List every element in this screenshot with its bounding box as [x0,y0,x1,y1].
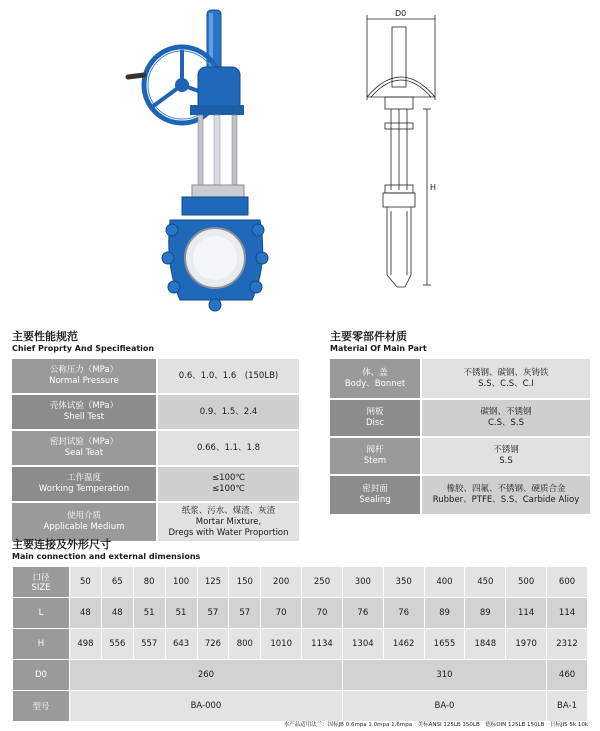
dims-cell: BA-1 [547,691,588,722]
dims-cell: 125 [197,567,229,598]
dims-cell: 800 [229,629,261,660]
dims-cell: 310 [342,660,546,691]
dims-cell: 150 [229,567,261,598]
material-value-line: C.S、S.S [487,418,525,428]
spec-value-line: 0.6、1.0、1.6 (150LB) [178,370,279,381]
material-heading [330,328,427,353]
dims-cell: 498 [70,629,102,660]
dims-cell: 57 [229,598,261,629]
spec-label-en: Shell Test [63,412,105,422]
spec-row [12,359,299,394]
spec-title-en: Chief Proprty And Specifieation [12,344,155,353]
material-label-cn: 密封面 [362,484,388,494]
spec-row [12,394,299,430]
spec-value [157,466,299,502]
material-value-line: Rubber、PTFE、S.S、Carbide Alioy [432,495,580,505]
dims-row-d0 [13,660,588,691]
dims-cell: BA-0 [342,691,546,722]
dims-cell: 1462 [383,629,424,660]
dims-cell: 76 [383,598,424,629]
valve-photo [120,5,290,317]
dims-cell: 51 [165,598,197,629]
spec-title-cn: 主要性能规范 [12,330,78,343]
dims-cell: 114 [506,598,547,629]
dims-cell: 80 [133,567,165,598]
material-label-en: Body、Bonnet [344,378,406,389]
material-value [421,437,590,475]
material-label-en: Disc [365,418,384,428]
material-value-line: 橡胶、四氟、不锈钢、硬质合金 [446,484,566,494]
dims-row-size [13,567,588,598]
material-label [330,399,421,437]
spec-label-en: Seal Teat [64,448,104,458]
spec-label [12,466,157,502]
dims-cell: 2312 [547,629,588,660]
dims-cell: 726 [197,629,229,660]
spec-label-cn: 工作温度 [66,473,101,483]
dims-cell: 48 [70,598,102,629]
dims-h-label: H [13,629,70,660]
material-value [421,475,590,515]
material-label [330,359,421,399]
dims-d0-label: D0 [13,660,70,691]
spec-label-cn: 公称压力（MPa） [49,365,119,375]
material-label [330,475,421,515]
dims-cell: 250 [302,567,343,598]
material-label-en: Stem [363,456,387,466]
spec-value [157,394,299,430]
dims-cell: 260 [70,660,343,691]
dims-cell: 114 [547,598,588,629]
dims-cell: 300 [342,567,383,598]
material-label-cn: 体、盖 [362,367,388,378]
dims-cell: 600 [547,567,588,598]
spec-value [157,430,299,466]
spec-row [12,466,299,502]
dims-cell: 200 [261,567,302,598]
material-value-line: 不锈钢、碳钢、灰铸铁 [463,367,549,378]
dims-cell: 557 [133,629,165,660]
dims-title-cn: 主要连接及外形尺寸 [12,538,111,551]
material-row [330,359,590,399]
spec-value-line: ≤100℃ [212,473,245,483]
drawing-h-label: H [430,183,437,192]
material-value-line: S.S、C.S、C.I [478,378,534,389]
spec-value [157,359,299,394]
dims-cell: 1010 [261,629,302,660]
dims-cell: 500 [506,567,547,598]
dims-cell: 76 [342,598,383,629]
material-value [421,399,590,437]
material-title-en: Material Of Main Part [330,344,427,353]
dims-cell: 89 [424,598,465,629]
dims-cell: 1848 [465,629,506,660]
dims-cell: 70 [302,598,343,629]
dims-table [12,566,588,722]
dims-cell: 89 [465,598,506,629]
material-value [421,359,590,399]
dims-row-h [13,629,588,660]
spec-label-cn: 壳体试验（MPa） [49,401,119,411]
material-label-cn: 阀杆 [366,445,384,455]
spec-table [12,359,299,543]
material-row [330,437,590,475]
material-value-line: S.S [499,456,513,466]
material-label-cn: 闸板 [366,407,384,417]
footnote: 本产品适用法兰：国标JB 0.6mpa 1.0mpa 1.6mpa 美标ANSI 125LB 150LB 德标DIN 125LB 150LB 日标JIS 5k 10k [283,722,588,728]
dims-cell: 1304 [342,629,383,660]
spec-label [12,394,157,430]
dims-row-model [13,691,588,722]
dims-size-label-en: SIZE [31,583,51,593]
material-value-line: 不锈钢 [493,445,519,455]
dims-size-label [13,567,70,598]
dims-cell: 350 [383,567,424,598]
valve-drawing [355,5,455,305]
material-row [330,399,590,437]
dims-cell: 48 [101,598,133,629]
material-title-cn: 主要零部件材质 [330,330,407,343]
dims-row-l [13,598,588,629]
dims-cell: 50 [70,567,102,598]
dims-cell: 70 [261,598,302,629]
spec-value-line: ≤100℃ [212,484,245,494]
spec-value-line: 纸浆、污水、煤渣、灰渣 [181,505,276,516]
spec-row [12,430,299,466]
spec-value-line: 0.66、1.1、1.8 [197,442,260,453]
dims-cell: 57 [197,598,229,629]
dims-title-en: Main connection and external dimensions [12,552,201,561]
dims-cell: 1134 [302,629,343,660]
spec-value-line: Mortar Mixture, [195,516,262,527]
spec-heading [12,328,154,353]
dims-cell: BA-000 [70,691,343,722]
spec-label-en: Working Temperation [38,484,130,494]
dims-heading [12,536,200,561]
material-value-line: 碳钢、不锈钢 [480,407,532,417]
spec-value-line: Dregs with Water Proportion [168,527,289,538]
material-table [330,359,590,516]
dims-cell: 460 [547,660,588,691]
dims-cell: 51 [133,598,165,629]
spec-label-cn: 使用介质 [66,511,101,521]
spec-label-cn: 密封试验（MPa） [49,437,119,447]
material-label-en: Sealing [359,495,391,505]
spec-label-en: Normal Pressure [49,376,119,386]
dims-cell: 643 [165,629,197,660]
dims-cell: 65 [101,567,133,598]
spec-label [12,430,157,466]
dims-cell: 1970 [506,629,547,660]
drawing-d0-label: D0 [395,9,407,18]
dims-cell: 100 [165,567,197,598]
dims-cell: 400 [424,567,465,598]
dims-cell: 556 [101,629,133,660]
spec-label-en: Applicable Medium [43,522,125,532]
material-row [330,475,590,515]
dims-l-label: L [13,598,70,629]
spec-label [12,359,157,394]
spec-value-line: 0.9、1.5、2.4 [199,406,258,417]
dims-model-label: 型号 [13,691,70,722]
dims-cell: 1655 [424,629,465,660]
dims-cell: 450 [465,567,506,598]
material-label [330,437,421,475]
dims-size-label-cn: 口径 [32,573,50,583]
